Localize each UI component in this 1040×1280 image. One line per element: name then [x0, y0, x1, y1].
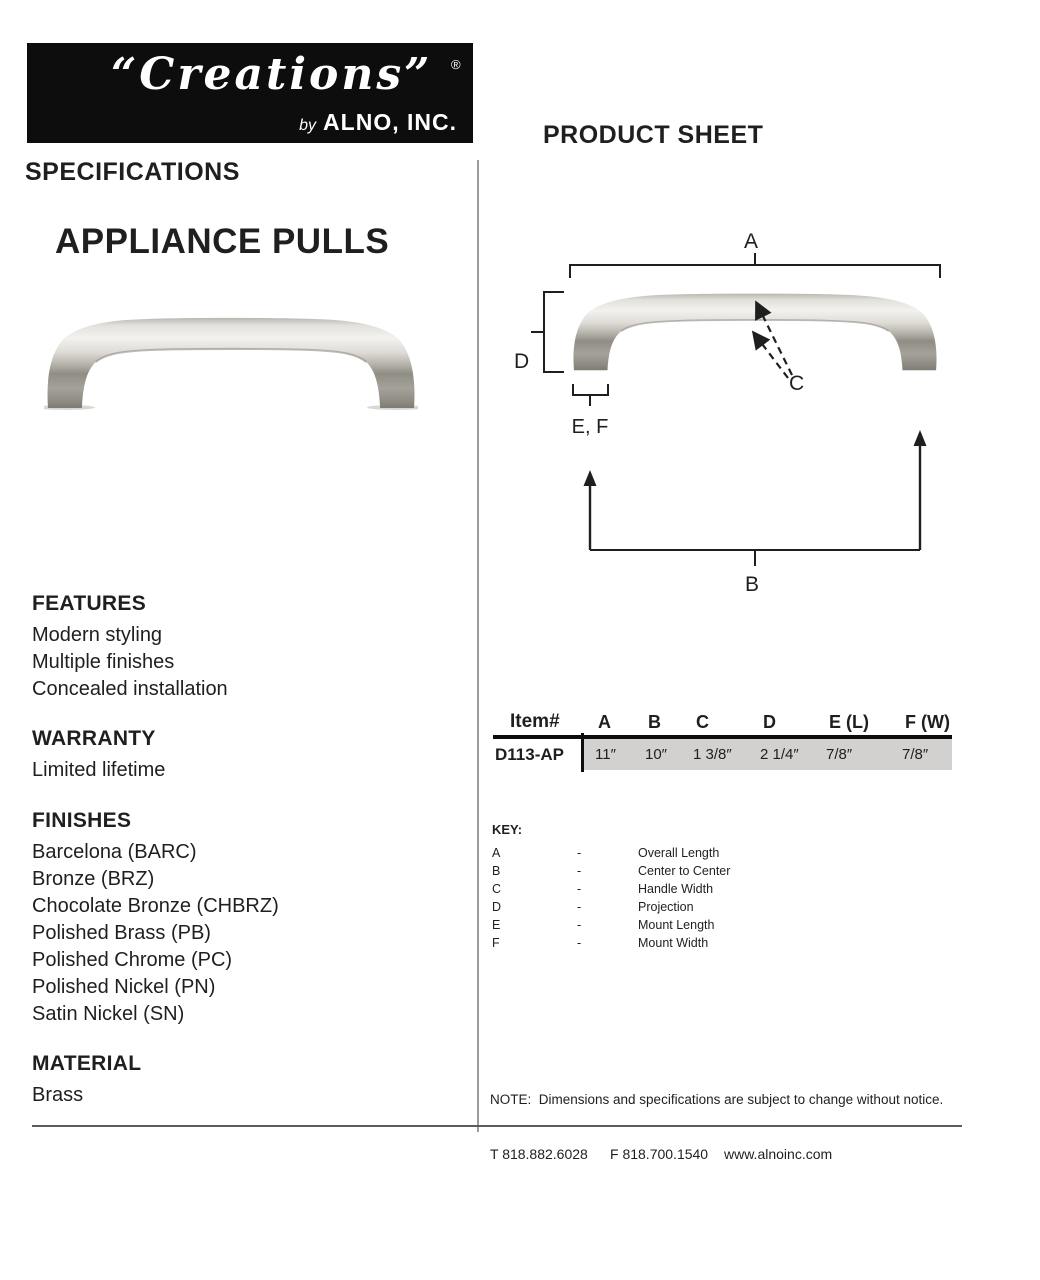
disclaimer-note: NOTE: Dimensions and specifications are subject to change without notice. — [490, 1092, 944, 1107]
value-band — [581, 739, 952, 770]
dimension-diagram — [500, 228, 950, 608]
material-section — [32, 1052, 452, 1109]
fax-number: F 818.700.1540 — [610, 1146, 709, 1162]
warranty-section — [32, 727, 452, 784]
dim-label-c: C — [789, 372, 805, 395]
feature-item: Concealed installation — [32, 678, 228, 700]
value-f: 7/8″ — [902, 746, 929, 763]
finishes-section — [32, 809, 452, 1028]
finish-item: Polished Nickel (PN) — [32, 976, 216, 998]
byline-by: by — [299, 117, 317, 134]
value-a: 11″ — [595, 746, 616, 763]
dim-label-b: B — [744, 573, 759, 596]
byline-company: ALNO, INC. — [323, 109, 457, 135]
col-header-b: B — [648, 712, 661, 732]
col-header-c: C — [696, 712, 709, 732]
key-letter: D — [492, 900, 502, 914]
value-b: 10″ — [645, 746, 667, 763]
key-row — [492, 898, 822, 916]
key-row — [492, 844, 822, 862]
finish-item: Bronze (BRZ) — [32, 868, 155, 890]
finish-item: Chocolate Bronze (CHBRZ) — [32, 895, 279, 917]
product-photo — [44, 316, 418, 410]
key-description: Center to Center — [638, 864, 731, 878]
warranty-heading: WARRANTY — [32, 727, 156, 750]
diagram-handle — [573, 294, 936, 371]
material-heading: MATERIAL — [32, 1052, 142, 1075]
phone-number: T 818.882.6028 — [490, 1146, 588, 1162]
feature-item: Multiple finishes — [32, 651, 175, 673]
key-separator: - — [577, 864, 582, 878]
brand-script-text: “Creations” — [111, 49, 433, 100]
finish-item: Polished Brass (PB) — [32, 922, 211, 944]
value-e: 7/8″ — [826, 746, 853, 763]
col-header-e: E (L) — [829, 712, 869, 732]
feature-item: Modern styling — [32, 624, 163, 646]
finish-item: Satin Nickel (SN) — [32, 1003, 185, 1025]
spec-table — [493, 706, 952, 770]
col-header-item: Item# — [510, 711, 560, 732]
features-heading: FEATURES — [32, 592, 147, 615]
key-row — [492, 934, 822, 952]
finish-item: Barcelona (BARC) — [32, 841, 197, 863]
dim-a-bracket — [570, 253, 940, 278]
brand-logo — [27, 43, 473, 143]
key-letter: F — [492, 936, 500, 950]
dim-label-d: D — [514, 350, 530, 373]
column-divider-line — [477, 160, 479, 1132]
material-item: Brass — [32, 1084, 84, 1106]
key-row — [492, 916, 822, 934]
dim-label-a: A — [743, 230, 758, 253]
key-letter: B — [492, 864, 501, 878]
key-separator: - — [577, 918, 582, 932]
key-heading: KEY: — [492, 822, 523, 837]
key-letter: C — [492, 882, 502, 896]
specifications-title: SPECIFICATIONS — [25, 158, 240, 186]
value-d: 2 1/4″ — [760, 746, 799, 763]
finishes-heading: FINISHES — [32, 809, 132, 832]
website-url: www.alnoinc.com — [724, 1146, 833, 1162]
footer-rule-line — [32, 1125, 962, 1127]
registered-trademark-icon: ® — [451, 57, 461, 72]
dim-ef-bracket — [573, 384, 608, 406]
key-description: Mount Width — [638, 936, 709, 950]
product-title: APPLIANCE PULLS — [55, 222, 390, 261]
col-header-f: F (W) — [905, 712, 950, 732]
key-letter: E — [492, 918, 501, 932]
spec-table-header-row — [493, 706, 952, 735]
key-row — [492, 862, 822, 880]
key-letter: A — [492, 846, 501, 860]
col-header-a: A — [598, 712, 611, 732]
spec-table-data-row — [493, 739, 952, 770]
table-column-divider — [581, 733, 584, 772]
col-header-d: D — [763, 712, 776, 732]
key-separator: - — [577, 936, 582, 950]
item-number-cell: D113-AP — [493, 745, 581, 765]
key-description: Projection — [638, 900, 694, 914]
value-c: 1 3/8″ — [693, 746, 732, 763]
key-separator: - — [577, 900, 582, 914]
key-separator: - — [577, 846, 582, 860]
appliance-pull-photo — [44, 316, 418, 410]
dim-b-lines — [584, 430, 927, 566]
key-description: Overall Length — [638, 846, 720, 860]
warranty-item: Limited lifetime — [32, 759, 166, 781]
key-description: Mount Length — [638, 918, 715, 932]
features-section — [32, 592, 452, 703]
key-row — [492, 880, 822, 898]
key-separator: - — [577, 882, 582, 896]
brand-byline — [299, 109, 457, 136]
dim-d-bracket — [531, 292, 564, 372]
key-description: Handle Width — [638, 882, 714, 896]
key-legend — [492, 822, 822, 952]
dim-label-ef: E, F — [571, 416, 609, 438]
page-title: PRODUCT SHEET — [543, 121, 764, 149]
finish-item: Polished Chrome (PC) — [32, 949, 233, 971]
